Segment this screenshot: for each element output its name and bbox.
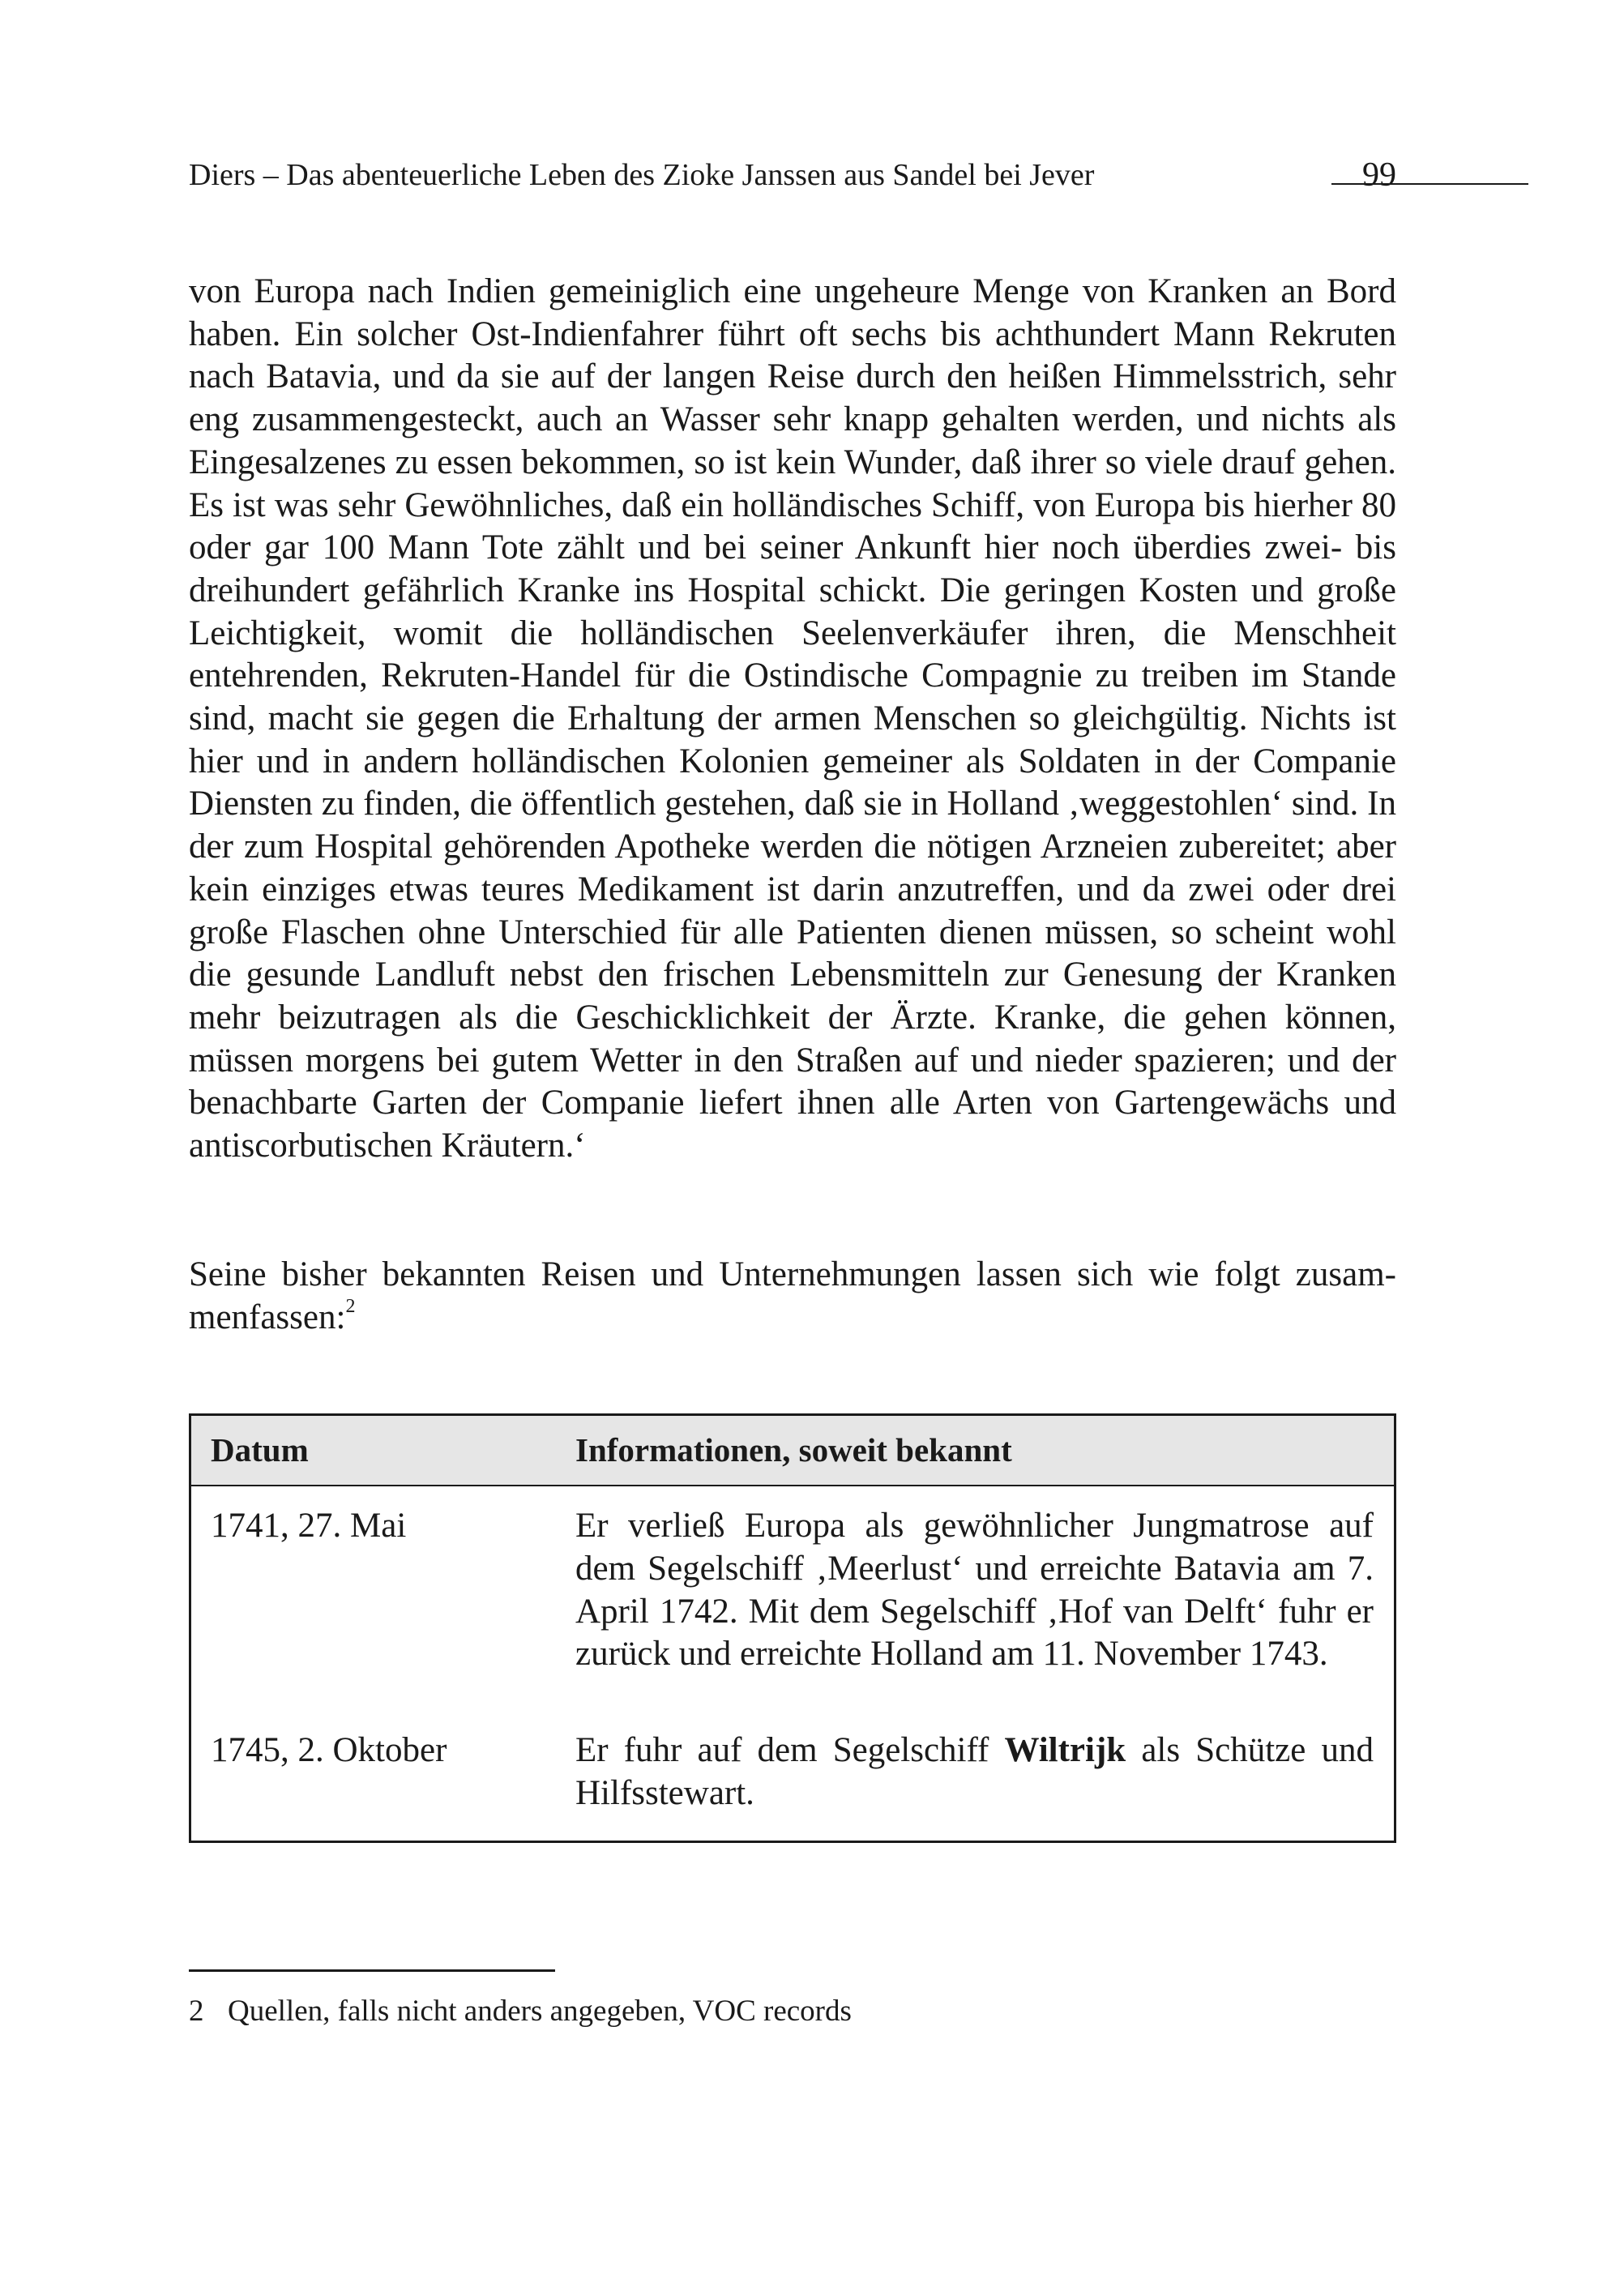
table-cell-info <box>575 1729 1374 1815</box>
footnote <box>189 1990 852 2033</box>
table-cell-date: 1745, 2. Oktober <box>211 1731 447 1769</box>
table-cell-date: 1741, 27. Mai <box>211 1507 407 1545</box>
column-header-info: Informationen, soweit bekannt <box>575 1431 1012 1469</box>
table-header <box>191 1416 1394 1486</box>
table-cell-info: Er verließ Europa als gewöhnlicher Jungmatrose auf dem Segelschiff ‚Meerlust‘ und erreichte Batavia am 7. April 1742. Mit dem Segelschiff ‚Hof van Delft‘ fuhr er zurück und erreichte Holland am 11. November 1743. <box>575 1507 1374 1674</box>
footnote-reference[interactable]: 2 <box>345 1296 356 1318</box>
page-number: 99 <box>1362 156 1396 194</box>
table-cell-info-text: als Schütze und Hilfsstewart. <box>575 1731 1374 1812</box>
running-head-rule <box>1331 183 1528 185</box>
column-header-date: Datum <box>211 1431 309 1469</box>
body-paragraph-summary <box>189 1254 1396 1339</box>
footnote-text: Quellen, falls nicht anders angegeben, VOC records <box>228 1995 852 2028</box>
table-cell-info-text: Er fuhr auf dem Segelschiff <box>575 1731 1005 1769</box>
voyage-table <box>189 1413 1396 1843</box>
running-head <box>189 152 1396 198</box>
footnote-number: 2 <box>189 1995 204 2028</box>
running-head-title: Diers – Das abenteuerliche Leben des Zioke Janssen aus Sandel bei Jever <box>189 158 1095 192</box>
footnote-separator <box>189 1969 555 1972</box>
body-paragraph-quote: von Europa nach Indien gemeiniglich eine ungeheure Menge von Kranken an Bord haben. Ein solcher Ost-Indienfahrer führt oft sechs bis achthundert Mann Rekruten nach Batavia, und da sie auf der langen Reise durch den heißen Himmelsstrich, sehr eng zusammengesteckt, auch an Wasser sehr knapp gehalten werden, und nichts als Eingesalzenes zu essen bekommen, so ist kein Wunder, daß ihrer so viele drauf gehen. Es ist was sehr Gewöhnliches, daß ein holländisches Schiff, von Europa bis hierher 80 oder gar 100 Mann Tote zählt und bei seiner Ankunft hier noch überdies zwei- bis dreihundert gefährlich Kranke ins Hospital schickt. Die geringen Kosten und große Leichtigkeit, womit die holländischen Seelenverkäufer ihren, die Menschheit entehrenden, Rekruten-Handel für die Ostindische Compagnie zu treiben im Stande sind, macht sie gegen die Erhaltung der armen Menschen so gleichgültig. Nichts ist hier und in andern holländischen Kolonien gemeiner als Soldaten in der Companie Diensten zu finden, die öffentlich gestehen, daß sie in Holland ‚weggestohlen‘ sind. In der zum Hospital gehörenden Apotheke werden die nötigen Arzneien zubereitet; aber kein einziges etwas teures Medikament ist darin anzutreffen, und da zwei oder drei große Flaschen ohne Unterschied für alle Patienten dienen müssen, so scheint wohl die gesunde Landluft nebst den frischen Lebensmitteln zur Genesung der Kranken mehr beizutragen als die Geschicklichkeit der Ärzte. Kranke, die gehen können, müssen morgens bei gutem Wetter in den Straßen auf und nieder spazieren; und der benachbarte Garten der Companie liefert ihnen alle Arten von Gartengewächs und antiscorbutischen Kräutern.‘ <box>189 272 1396 1165</box>
body-paragraph-summary-text: Seine bisher bekannten Reisen und Unternehmungen lassen sich wie folgt zusammenfassen: <box>189 1255 1396 1336</box>
ship-name: Wiltrijk <box>1004 1731 1126 1769</box>
